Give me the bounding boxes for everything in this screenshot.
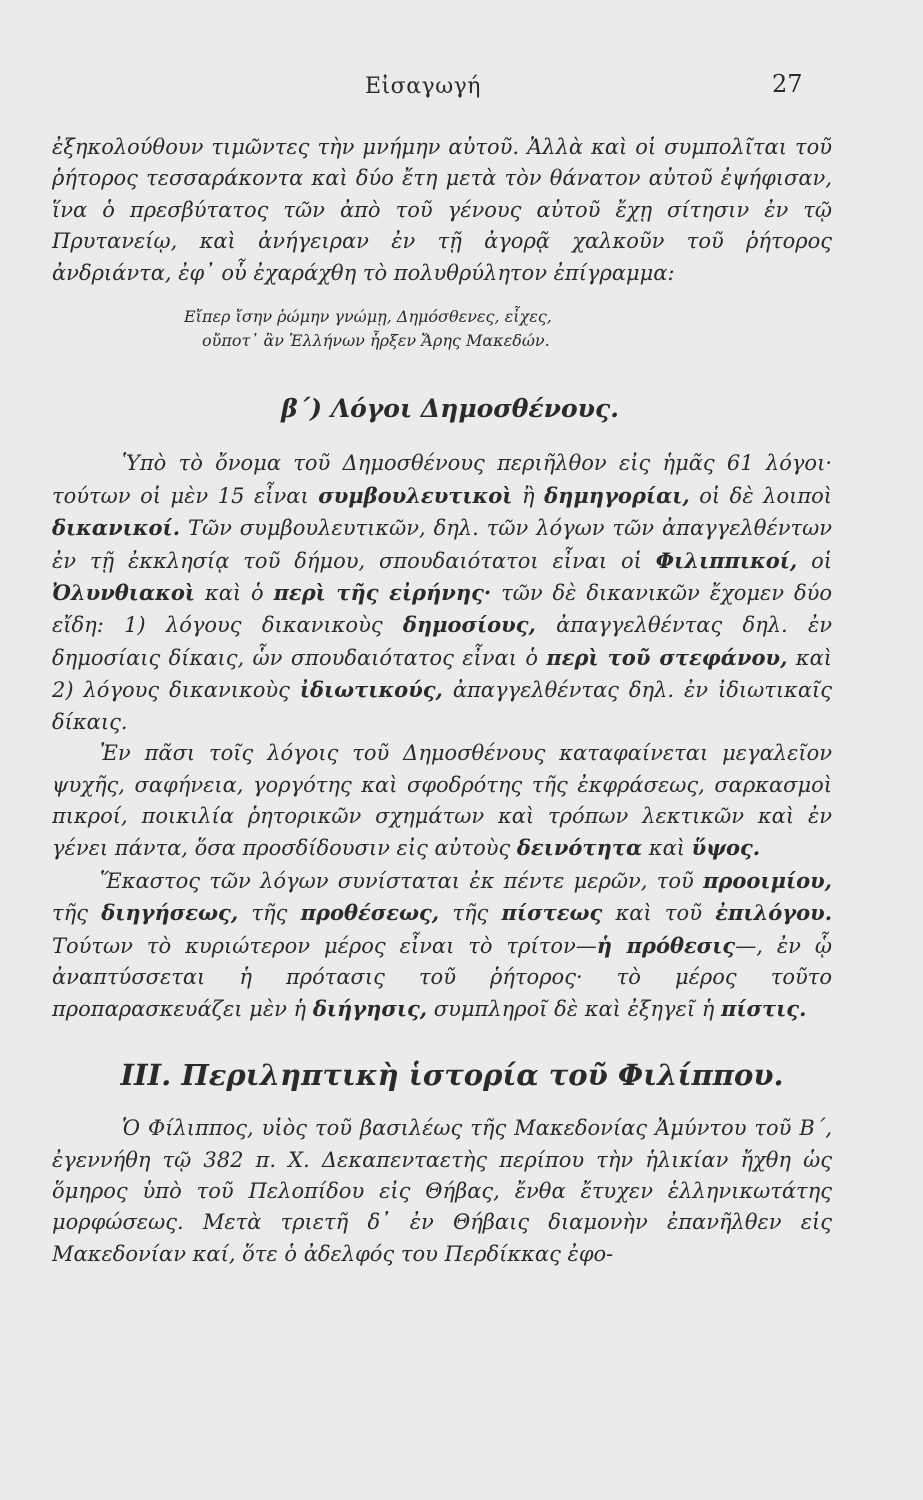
text-run: καὶ xyxy=(642,836,692,861)
text-run: καὶ ὁ xyxy=(195,581,274,606)
body-text xyxy=(52,132,832,1270)
term-pistis-2: πίστις. xyxy=(721,996,807,1022)
text-run: συμπληροῖ δὲ καὶ ἐξηγεῖ ἡ xyxy=(427,997,721,1022)
section-heading-speeches: β´) Λόγοι Δημοσθένους. xyxy=(281,394,619,424)
text-run: Ὑπὸ τὸ ὄνομα τοῦ Δημοσθένους περιῆλθον εἰς ἡμᾶς 61 λόγοι· τούτων οἱ μὲν 15 εἶναι xyxy=(52,451,832,508)
text-run: καὶ τοῦ xyxy=(602,901,716,926)
text-run: τῆς xyxy=(52,901,102,926)
text-run: ἢ xyxy=(512,483,545,508)
text-run: ἀπαγγελθέντας δηλ. ἐν ἰδιωτικαῖς δίκαις. xyxy=(52,678,832,734)
text-run: τῆς xyxy=(439,901,502,926)
text-run: οἱ xyxy=(797,548,832,573)
epigram-line-2: οὔποτ᾽ ἂν Ἑλλήνων ἦρξεν Ἄρης Μακεδών. xyxy=(202,331,550,351)
term-demegoriai: δημηγορίαι, xyxy=(544,482,690,508)
text-run: οἱ δὲ λοιποὶ xyxy=(689,483,832,508)
chapter-heading-philip: III. Περιληπτικὴ ἱστορία τοῦ Φιλίππου. xyxy=(120,1057,784,1092)
term-peri-stephanou: περὶ τοῦ στεφάνου, xyxy=(546,644,788,670)
epigram xyxy=(184,305,832,353)
text-run: Ἐν πᾶσι τοῖς λόγοις τοῦ Δημοσθένους καταφαίνεται μεγαλεῖον ψυχῆς, σαφήνεια, γοργότης καὶ σφοδρότης τῆς ἐκφράσεως, σαρκασμοὶ πικροί, ποικιλία ῥητορικῶν σχημάτων καὶ τρόπων λεκτικῶν καὶ ἐν γένει πάντα, ὅσα προσδίδουσιν εἰς αὐτοὺς xyxy=(52,741,832,861)
term-peri-eirenes: περὶ τῆς εἰρήνης· xyxy=(273,580,492,606)
term-idiotikoi: ἰδιωτικούς, xyxy=(299,677,443,703)
term-he-prothesis: ἡ πρόθεσις xyxy=(596,932,736,958)
intro-paragraph: ἐξηκολούθουν τιμῶντες τὴν μνήμην αὐτοῦ. Ἀλλὰ καὶ οἱ συμπολῖται τοῦ ῥήτορος τεσσαράκοντα καὶ δύο ἔτη μετὰ τὸν θάνατον αὐτοῦ ἐψήφισαν, ἵνα ὁ πρεσβύτατος τῶν ἀπὸ τοῦ γένους αὐτοῦ ἔχῃ σίτησιν ἐν τῷ Πρυτανείῳ, καὶ ἀνήγειραν ἐν τῇ ἀγορᾷ χαλκοῦν τοῦ ῥήτορος ἀνδριάντα, ἐφ᾽ οὗ ἐχαράχθη τὸ πολυθρύλητον ἐπίγραμμα: xyxy=(52,135,832,285)
paragraph-speeches-types xyxy=(52,448,832,738)
paragraph-speeches-style xyxy=(52,738,832,865)
term-prooimion: προοιμίου, xyxy=(703,867,832,893)
term-deinotes: δεινότητα xyxy=(516,835,643,861)
text-run: Ἕκαστος τῶν λόγων συνίσταται ἐκ πέντε μερῶν, τοῦ xyxy=(100,868,704,893)
term-hypsos: ὕψος. xyxy=(691,835,761,861)
term-symbouleutikoi: συμβουλευτικοὶ xyxy=(318,482,513,508)
term-diegesis: διηγήσεως, xyxy=(101,900,239,926)
term-pistis: πίστεως xyxy=(501,900,603,926)
paragraph-philip-history: Ὁ Φίλιππος, υἱὸς τοῦ βασιλέως τῆς Μακεδονίας Ἀμύντου τοῦ Β´, ἐγεννήθη τῷ 382 π. Χ. Δεκαπενταετὴς περίπου τὴν ἡλικίαν ἤχθη ὡς ὅμηρος ὑπὸ τοῦ Πελοπίδου εἰς Θήβας, ἔνθα ἔτυχεν ἑλληνικωτάτης μορφώσεως. Μετὰ τριετῆ δ᾽ ἐν Θήβαις διαμονὴν ἐπανῆλθεν εἰς Μακεδονίαν καί, ὅτε ὁ ἀδελφός του Περδίκκας ἐφο- xyxy=(52,1116,832,1266)
term-philippikoi: Φιλιππικοί, xyxy=(655,547,798,573)
epigram-line-1: Εἴπερ ἴσην ῥώμην γνώμῃ, Δημόσθενες, εἶχες, xyxy=(184,307,552,327)
text-run: τῶν δὲ δικανικῶν ἔχομεν δύο εἴδη: 1) λόγους δικανικοὺς xyxy=(52,581,833,638)
text-run: τῆς xyxy=(238,901,301,926)
term-demosioi: δημοσίους, xyxy=(402,612,536,638)
term-dikanikoi: δικανικοί. xyxy=(52,515,181,541)
paragraph-speeches-parts xyxy=(52,865,832,1026)
term-prothesis: προθέσεως, xyxy=(300,900,440,926)
term-diegesis-2: διήγησις, xyxy=(312,996,428,1022)
page-number: 27 xyxy=(772,70,803,98)
text-run: ἀπαγγελθέντας δηλ. ἐν δημοσίαις δίκαις, ὧν σπουδαιότατος εἶναι ὁ xyxy=(52,613,832,670)
text-run: —, ἐν ᾧ ἀναπτύσσεται ἡ πρότασις τοῦ ῥήτορος· τὸ μέρος τοῦτο προπαρασκευάζει μὲν ἡ xyxy=(52,933,832,1022)
running-head xyxy=(0,70,923,104)
text-run: Τούτων τὸ κυριώτερον μέρος εἶναι τὸ τρίτον— xyxy=(52,933,597,958)
text-run: καὶ 2) λόγους δικανικοὺς xyxy=(52,645,832,703)
term-epilogos: ἐπιλόγου. xyxy=(715,900,833,926)
running-title: Εἰσαγωγή xyxy=(365,74,481,99)
text-run: Τῶν συμβουλευτικῶν, δηλ. τῶν λόγων τῶν ἀπαγγελθέντων ἐν τῇ ἐκκλησίᾳ τοῦ δήμου, σπουδαιότατοι εἶναι οἱ xyxy=(52,516,832,573)
term-olynthiakoi: Ὀλυνθιακοὶ xyxy=(52,580,196,606)
